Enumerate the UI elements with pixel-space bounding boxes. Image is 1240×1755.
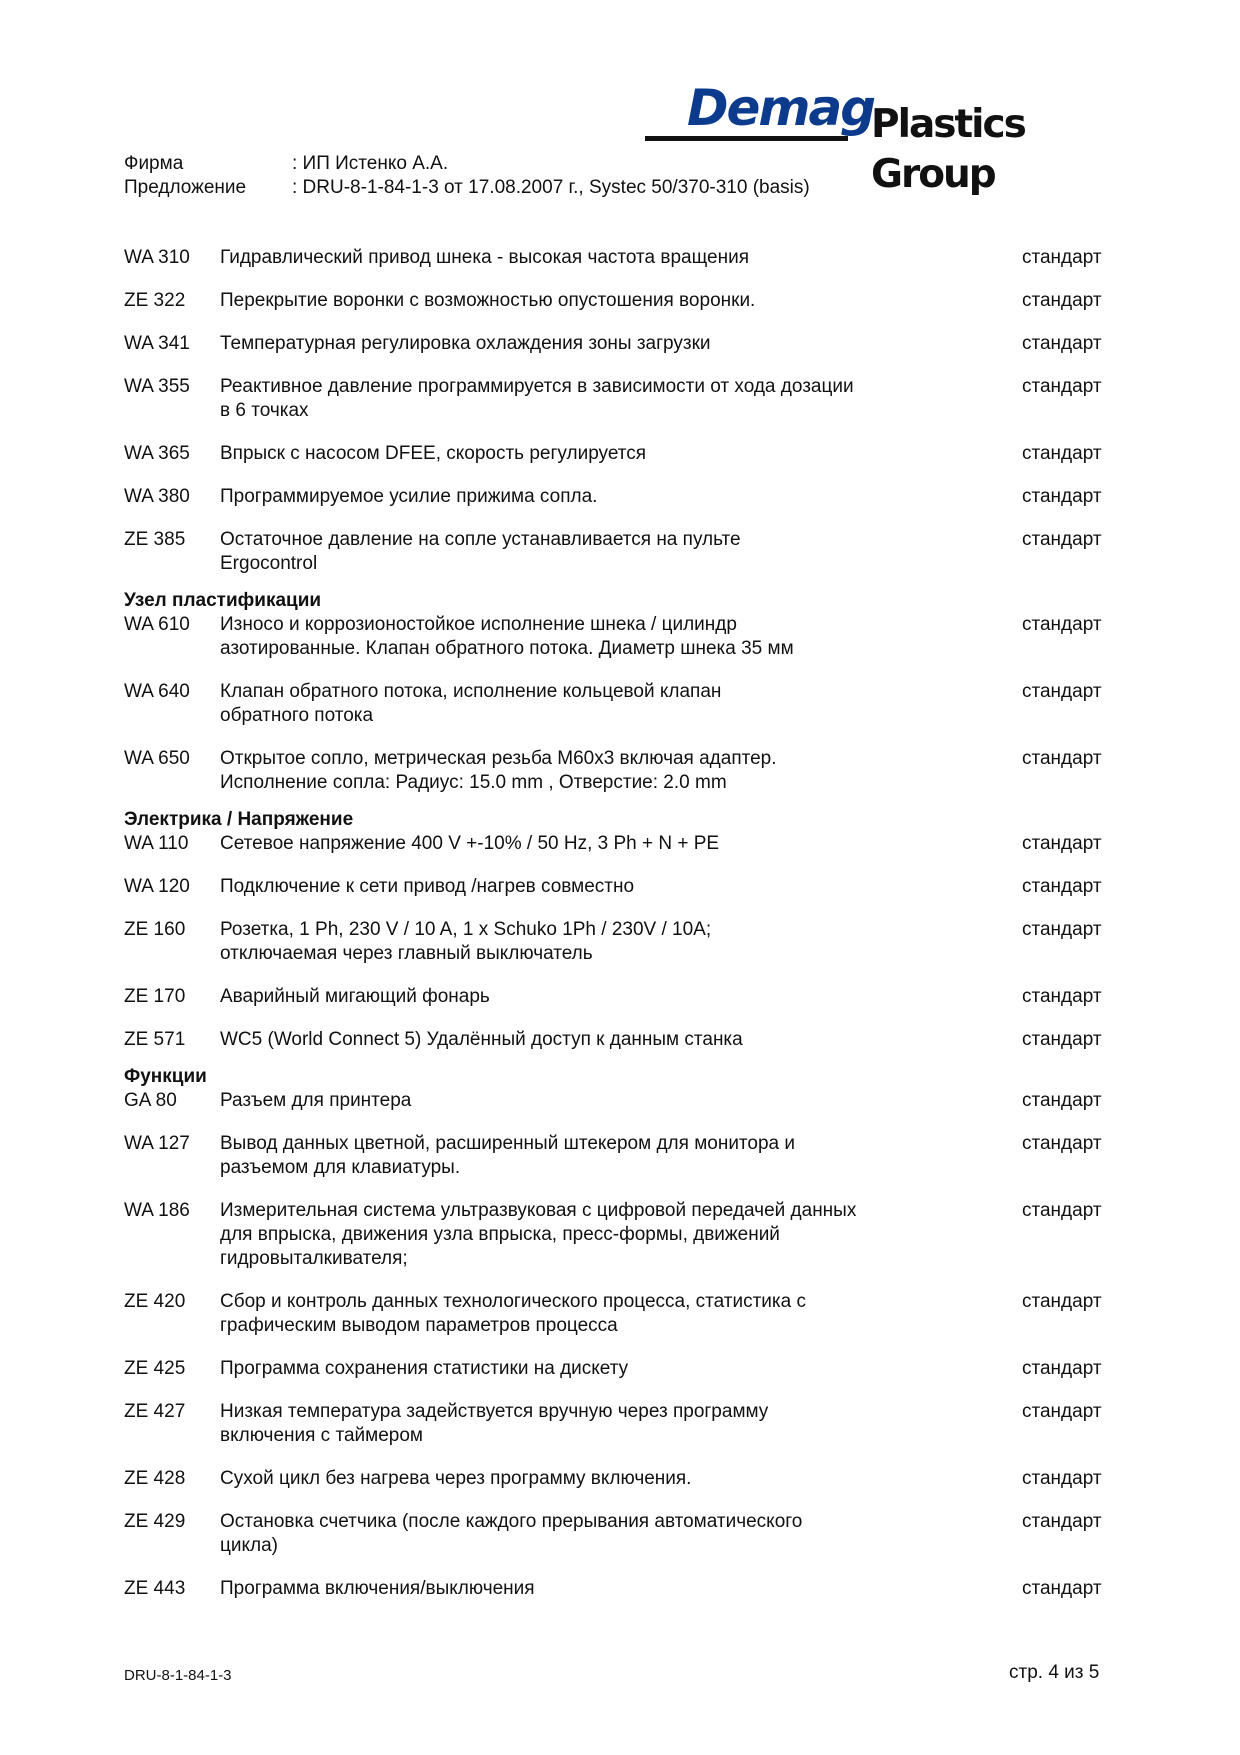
logo-group: Plastics Group [871, 102, 1025, 197]
logo-brand: Demag [687, 79, 875, 137]
company-value: : ИП Истенко А.А. [292, 153, 449, 174]
option-status: стандарт [1022, 529, 1102, 550]
option-code: WA 355 [124, 376, 190, 397]
option-description [220, 1510, 920, 1558]
option-code: WA 610 [124, 614, 190, 635]
option-row [124, 289, 1124, 313]
option-code: ZE 429 [124, 1511, 186, 1532]
option-status: стандарт [1022, 681, 1102, 702]
option-description [220, 1467, 920, 1491]
option-row [124, 1089, 1124, 1113]
option-status: стандарт [1022, 1578, 1102, 1599]
option-code: WA 650 [124, 748, 190, 769]
option-row [124, 875, 1124, 899]
description-line: Сухой цикл без нагрева через программу включения. [220, 1468, 692, 1489]
description-line: Розетка, 1 Ph, 230 V / 10 A, 1 x Schuko 1Ph / 230V / 10A; [220, 919, 712, 940]
option-description [220, 442, 920, 466]
description-line: Сбор и контроль данных технологического процесса, статистика с [220, 1291, 806, 1312]
description-line: обратного потока [220, 705, 374, 726]
offer-label: Предложение [124, 177, 247, 198]
option-code: WA 640 [124, 681, 190, 702]
option-description [220, 332, 920, 356]
description-line: Разъем для принтера [220, 1090, 412, 1111]
option-status: стандарт [1022, 1468, 1102, 1489]
description-line: Ergocontrol [220, 553, 318, 574]
option-description [220, 680, 920, 728]
option-row [124, 1357, 1124, 1381]
option-status: стандарт [1022, 333, 1102, 354]
option-description [220, 375, 920, 423]
section-heading: Узел пластификации [124, 590, 322, 611]
option-description [220, 985, 920, 1009]
description-line: Впрыск с насосом DFEE, скорость регулируется [220, 443, 647, 464]
section-heading: Электрика / Напряжение [124, 809, 354, 830]
section-heading: Функции [124, 1066, 207, 1087]
option-code: WA 341 [124, 333, 190, 354]
options-list [124, 246, 1124, 1620]
description-line: Низкая температура задействуется вручную через программу [220, 1401, 769, 1422]
description-line: Программа сохранения статистики на дискету [220, 1358, 629, 1379]
option-status: стандарт [1022, 614, 1102, 635]
option-code: ZE 428 [124, 1468, 186, 1489]
description-line: Остановка счетчика (после каждого прерывания автоматического [220, 1511, 803, 1532]
option-status: стандарт [1022, 1358, 1102, 1379]
option-row [124, 1400, 1124, 1448]
option-row [124, 1199, 1124, 1271]
description-line: Остаточное давление на сопле устанавливается на пульте [220, 529, 741, 550]
option-status: стандарт [1022, 748, 1102, 769]
description-line: Подключение к сети привод /нагрев совместно [220, 876, 635, 897]
option-status: стандарт [1022, 486, 1102, 507]
description-line: Открытое сопло, метрическая резьба M60x3 включая адаптер. [220, 748, 777, 769]
description-line: Температурная регулировка охлаждения зоны загрузки [220, 333, 711, 354]
option-row [124, 1290, 1124, 1338]
description-line: графическим выводом параметров процесса [220, 1315, 618, 1336]
option-code: ZE 322 [124, 290, 186, 311]
description-line: азотированные. Клапан обратного потока. Диаметр шнека 35 мм [220, 638, 794, 659]
option-status: стандарт [1022, 247, 1102, 268]
option-code: ZE 571 [124, 1029, 186, 1050]
description-line: WC5 (World Connect 5) Удалённый доступ к данным станка [220, 1029, 743, 1050]
option-code: WA 127 [124, 1133, 190, 1154]
option-description [220, 747, 920, 795]
option-description [220, 1028, 920, 1052]
option-description [220, 918, 920, 966]
option-row [124, 332, 1124, 356]
option-code: WA 110 [124, 833, 189, 854]
option-status: стандарт [1022, 290, 1102, 311]
description-line: Исполнение сопла: Радиус: 15.0 mm , Отверстие: 2.0 mm [220, 772, 727, 793]
description-line: Реактивное давление программируется в зависимости от хода дозации [220, 376, 854, 397]
option-code: WA 310 [124, 247, 190, 268]
description-line: Программируемое усилие прижима сопла. [220, 486, 598, 507]
option-status: стандарт [1022, 376, 1102, 397]
option-status: стандарт [1022, 1401, 1102, 1422]
option-status: стандарт [1022, 1090, 1102, 1111]
option-code: ZE 385 [124, 529, 186, 550]
option-row [124, 680, 1124, 728]
option-row [124, 442, 1124, 466]
option-row [124, 375, 1124, 423]
description-line: Износо и коррозионостойкое исполнение шнека / цилиндр [220, 614, 737, 635]
option-description [220, 246, 920, 270]
option-status: стандарт [1022, 1133, 1102, 1154]
description-line: Сетевое напряжение 400 V +-10% / 50 Hz, 3 Ph + N + PE [220, 833, 720, 854]
option-code: WA 365 [124, 443, 190, 464]
option-row [124, 1467, 1124, 1491]
option-description [220, 485, 920, 509]
option-description [220, 875, 920, 899]
description-line: разъемом для клавиатуры. [220, 1157, 461, 1178]
option-description [220, 1577, 920, 1601]
option-row [124, 613, 1124, 661]
description-line: Программа включения/выключения [220, 1578, 535, 1599]
description-line: гидровыталкивателя; [220, 1248, 408, 1269]
option-description [220, 832, 920, 856]
option-code: WA 186 [124, 1200, 190, 1221]
option-description [220, 289, 920, 313]
description-line: Вывод данных цветной, расширенный штекером для монитора и [220, 1133, 796, 1154]
option-row [124, 985, 1124, 1009]
option-status: стандарт [1022, 443, 1102, 464]
option-row [124, 747, 1124, 795]
option-code: ZE 170 [124, 986, 186, 1007]
description-line: Аварийный мигающий фонарь [220, 986, 490, 1007]
option-description [220, 1199, 920, 1271]
company-label: Фирма [124, 153, 184, 174]
description-line: Клапан обратного потока, исполнение кольцевой клапан [220, 681, 722, 702]
option-row [124, 246, 1124, 270]
option-status: стандарт [1022, 833, 1102, 854]
description-line: Измерительная система ультразвуковая с цифровой передачей данных [220, 1200, 857, 1221]
option-code: ZE 425 [124, 1358, 186, 1379]
option-status: стандарт [1022, 1511, 1102, 1532]
description-line: Гидравлический привод шнека - высокая частота вращения [220, 247, 749, 268]
option-code: GA 80 [124, 1090, 177, 1111]
option-status: стандарт [1022, 919, 1102, 940]
option-status: стандарт [1022, 1200, 1102, 1221]
option-row [124, 918, 1124, 966]
footer-page-info: стр. 4 из 5 [1009, 1662, 1100, 1683]
company-logo [645, 78, 1155, 197]
option-code: WA 120 [124, 876, 190, 897]
option-description [220, 1132, 920, 1180]
option-row [124, 1132, 1124, 1180]
option-row [124, 1028, 1124, 1052]
option-description [220, 613, 920, 661]
option-description [220, 1400, 920, 1448]
description-line: для впрыска, движения узла впрыска, пресс-формы, движений [220, 1224, 780, 1245]
option-code: WA 380 [124, 486, 190, 507]
option-status: стандарт [1022, 876, 1102, 897]
description-line: включения с таймером [220, 1425, 423, 1446]
option-code: ZE 427 [124, 1401, 186, 1422]
description-line: отключаемая через главный выключатель [220, 943, 593, 964]
option-status: стандарт [1022, 1029, 1102, 1050]
option-description [220, 1290, 920, 1338]
option-description [220, 528, 920, 576]
description-line: в 6 точках [220, 400, 309, 421]
option-row [124, 528, 1124, 576]
option-status: стандарт [1022, 1291, 1102, 1312]
option-description [220, 1357, 920, 1381]
option-row [124, 1577, 1124, 1601]
option-code: ZE 160 [124, 919, 186, 940]
option-row [124, 485, 1124, 509]
description-line: Перекрытие воронки с возможностью опустошения воронки. [220, 290, 756, 311]
option-description [220, 1089, 920, 1113]
option-code: ZE 443 [124, 1578, 186, 1599]
footer-doc-number: DRU-8-1-84-1-3 [124, 1667, 232, 1684]
description-line: цикла) [220, 1535, 279, 1556]
option-row [124, 832, 1124, 856]
option-row [124, 1510, 1124, 1558]
option-code: ZE 420 [124, 1291, 186, 1312]
option-status: стандарт [1022, 986, 1102, 1007]
offer-value: : DRU-8-1-84-1-3 от 17.08.2007 г., Systec 50/370-310 (basis) [292, 177, 810, 198]
